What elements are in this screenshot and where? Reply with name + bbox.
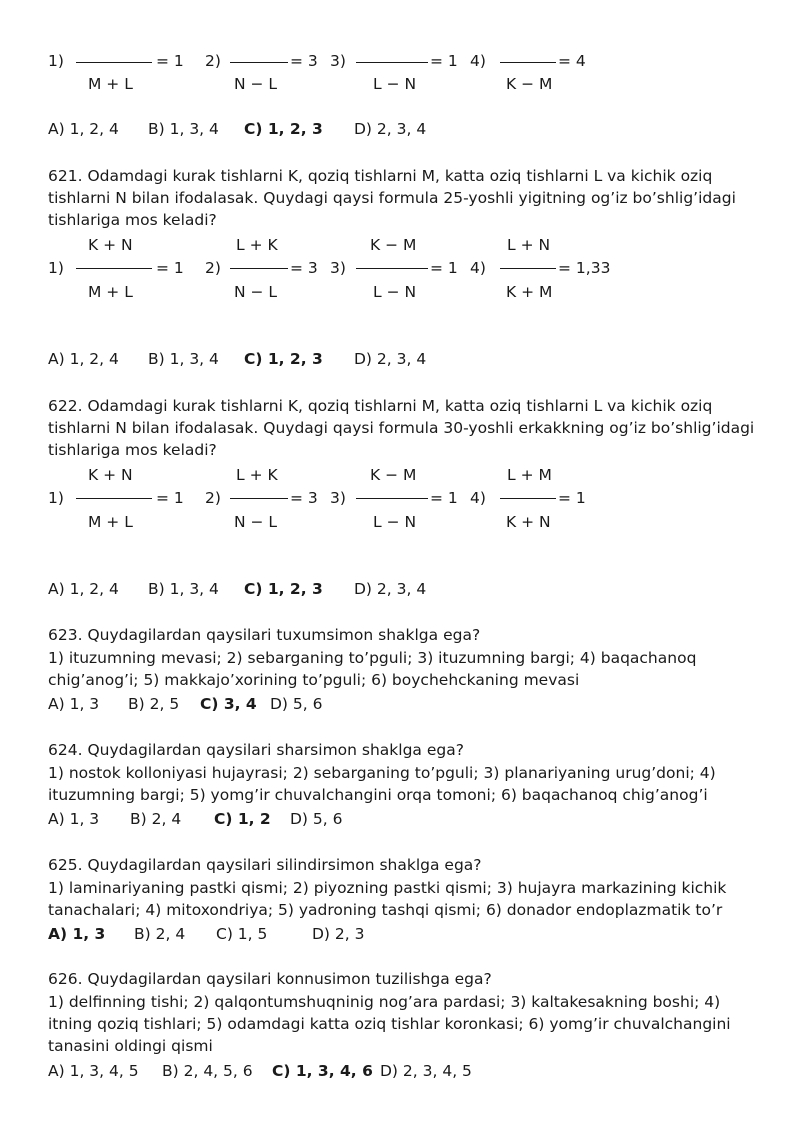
option-c-correct: C) 1, 2, 3 <box>244 120 323 138</box>
formula-label: 3) <box>330 52 346 70</box>
formula-rhs: = 1 <box>156 259 184 277</box>
formula-label: 2) <box>205 259 221 277</box>
formula-label: 3) <box>330 259 346 277</box>
formula-numerator: L + N <box>507 236 551 254</box>
formula-denominator: L − N <box>373 75 417 93</box>
question-623-title: 623. Quydagilardan qaysilari tuxumsimon shaklga ega? <box>48 626 481 644</box>
option-c-correct: C) 1, 2 <box>214 810 271 828</box>
fraction-bar <box>76 62 152 63</box>
formula-label: 1) <box>48 52 64 70</box>
formula-denominator: M + L <box>88 283 133 301</box>
option-d: D) 2, 3, 4, 5 <box>380 1062 472 1080</box>
option-a: A) 1, 3 <box>48 810 100 828</box>
option-c-correct: C) 3, 4 <box>200 695 257 713</box>
formula-label: 4) <box>470 259 486 277</box>
option-a: A) 1, 2, 4 <box>48 580 119 598</box>
formula-label: 2) <box>205 489 221 507</box>
formula-label: 1) <box>48 489 64 507</box>
question-622-text: 622. Odamdagi kurak tishlarni K, qoziq tishlarni M, katta oziq tishlarni L va kichik oziq tishlarni N bilan ifodalasak. Quydagi qaysi formula 30-yoshli erkakkning og’iz bo’shlig’idagi tishlariga mos keladi? <box>48 397 755 459</box>
fraction-bar <box>230 62 288 63</box>
formula-rhs: = 1 <box>156 52 184 70</box>
option-a: A) 1, 2, 4 <box>48 120 119 138</box>
formula-denominator: N − L <box>234 513 278 531</box>
formula-denominator: K + M <box>506 283 553 301</box>
formula-numerator: L + K <box>236 236 278 254</box>
fraction-bar <box>356 498 428 499</box>
fraction-bar <box>500 62 556 63</box>
fraction-bar <box>500 498 556 499</box>
option-b: B) 1, 3, 4 <box>148 120 219 138</box>
question-625-title: 625. Quydagilardan qaysilari silindirsimon shaklga ega? <box>48 856 482 874</box>
formula-rhs: = 1 <box>430 52 458 70</box>
formula-numerator: K + N <box>88 236 133 254</box>
formula-rhs: = 1 <box>558 489 586 507</box>
formula-label: 4) <box>470 489 486 507</box>
option-c: C) 1, 5 <box>216 925 268 943</box>
formula-numerator: L + M <box>507 466 552 484</box>
option-b: B) 1, 3, 4 <box>148 350 219 368</box>
option-c-correct: C) 1, 3, 4, 6 <box>272 1062 373 1080</box>
option-a: A) 1, 3 <box>48 695 100 713</box>
question-623-body: 1) ituzumning mevasi; 2) sebarganing to’pguli; 3) ituzumning bargi; 4) baqachanoq chig’anog’i; 5) makkajo’xorining to’pguli; 6) boychehckaning mevasi <box>48 649 697 689</box>
fraction-bar <box>230 268 288 269</box>
question-621-text: 621. Odamdagi kurak tishlarni K, qoziq tishlarni M, katta oziq tishlarni L va kichik oziq tishlarni N bilan ifodalasak. Quydagi qaysi formula 25-yoshli yigitning og’iz bo’shlig’idagi tishlariga mos keladi? <box>48 167 736 229</box>
formula-label: 3) <box>330 489 346 507</box>
formula-numerator: L + K <box>236 466 278 484</box>
option-b: B) 2, 4 <box>130 810 182 828</box>
option-a-correct: A) 1, 3 <box>48 925 106 943</box>
option-d: D) 2, 3, 4 <box>354 350 427 368</box>
formula-rhs: = 1,33 <box>558 259 611 277</box>
option-b: B) 1, 3, 4 <box>148 580 219 598</box>
option-d: D) 2, 3, 4 <box>354 120 427 138</box>
fraction-bar <box>356 62 428 63</box>
formula-denominator: K + N <box>506 513 551 531</box>
formula-denominator: M + L <box>88 513 133 531</box>
option-b: B) 2, 5 <box>128 695 180 713</box>
formula-label: 1) <box>48 259 64 277</box>
formula-label: 4) <box>470 52 486 70</box>
formula-numerator: K + N <box>88 466 133 484</box>
fraction-bar <box>500 268 556 269</box>
fraction-bar <box>76 498 152 499</box>
formula-denominator: K − M <box>506 75 553 93</box>
question-624-body: 1) nostok kolloniyasi hujayrasi; 2) sebarganing to’pguli; 3) planariyaning urug’doni; 4) ituzumning bargi; 5) yomg’ir chuvalchangini orqa tomoni; 6) baqachanoq chig’anog’i <box>48 764 716 804</box>
formula-denominator: N − L <box>234 75 278 93</box>
question-626-body: 1) delfinning tishi; 2) qalqontumshuqninig nog’ara pardasi; 3) kaltakesakning boshi; 4) itning qoziq tishlari; 5) odamdagi katta oziq tishlar koronkasi; 6) yomg’ir chuvalchangini tanasini oldingi qismi <box>48 993 731 1055</box>
formula-denominator: N − L <box>234 283 278 301</box>
fraction-bar <box>76 268 152 269</box>
formula-rhs: = 3 <box>290 52 318 70</box>
formula-denominator: M + L <box>88 75 133 93</box>
option-d: D) 5, 6 <box>270 695 323 713</box>
option-c-correct: C) 1, 2, 3 <box>244 350 323 368</box>
option-b: B) 2, 4 <box>134 925 186 943</box>
formula-rhs: = 1 <box>430 489 458 507</box>
option-d: D) 2, 3, 4 <box>354 580 427 598</box>
formula-denominator: L − N <box>373 513 417 531</box>
formula-rhs: = 3 <box>290 489 318 507</box>
formula-denominator: L − N <box>373 283 417 301</box>
option-a: A) 1, 3, 4, 5 <box>48 1062 139 1080</box>
formula-label: 2) <box>205 52 221 70</box>
option-a: A) 1, 2, 4 <box>48 350 119 368</box>
option-d: D) 5, 6 <box>290 810 343 828</box>
formula-numerator: K − M <box>370 236 417 254</box>
question-624-title: 624. Quydagilardan qaysilari sharsimon shaklga ega? <box>48 741 464 759</box>
formula-rhs: = 4 <box>558 52 586 70</box>
fraction-bar <box>356 268 428 269</box>
fraction-bar <box>230 498 288 499</box>
question-626-title: 626. Quydagilardan qaysilari konnusimon tuzilishga ega? <box>48 970 492 988</box>
option-d: D) 2, 3 <box>312 925 365 943</box>
option-c-correct: C) 1, 2, 3 <box>244 580 323 598</box>
question-625-body: 1) laminariyaning pastki qismi; 2) piyozning pastki qismi; 3) hujayra markazining kichik tanachalari; 4) mitoxondriya; 5) yadroning tashqi qismi; 6) donador endoplazmatik to’r <box>48 879 727 919</box>
formula-rhs: = 1 <box>430 259 458 277</box>
formula-numerator: K − M <box>370 466 417 484</box>
formula-rhs: = 3 <box>290 259 318 277</box>
formula-rhs: = 1 <box>156 489 184 507</box>
option-b: B) 2, 4, 5, 6 <box>162 1062 253 1080</box>
